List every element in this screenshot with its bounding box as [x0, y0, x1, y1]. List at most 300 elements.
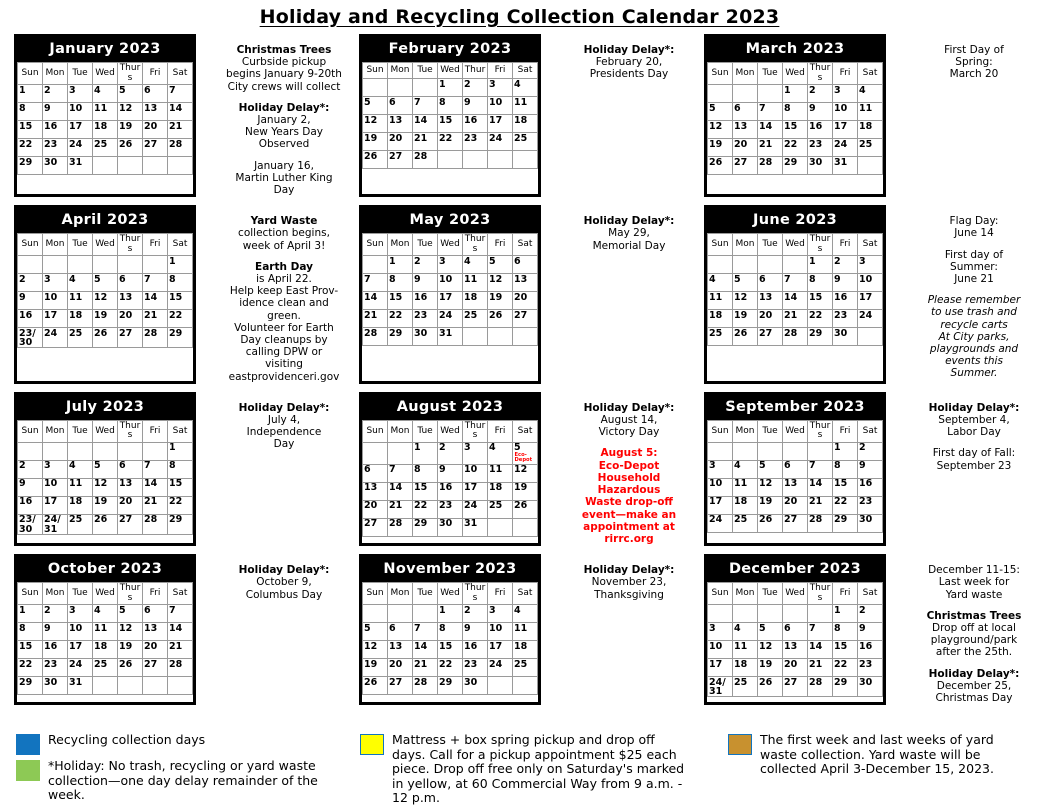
day-cell	[733, 103, 758, 121]
day-cell	[43, 85, 68, 103]
day-number: 1	[19, 604, 26, 616]
note-block	[907, 215, 1039, 239]
day-number: 26	[489, 309, 503, 321]
day-number: 27	[784, 676, 798, 688]
legend-holiday-label: *Holiday: No trash, recycling or yard waste collection—one day delay remainder of the week.	[48, 758, 318, 802]
day-number: 20	[389, 658, 403, 670]
day-cell	[858, 310, 883, 328]
day-number: 16	[464, 114, 478, 126]
day-cell	[758, 478, 783, 496]
day-number: 14	[364, 291, 378, 303]
month-table	[17, 62, 193, 175]
note-line: eastprovidenceri.gov	[228, 370, 340, 383]
day-number: 3	[69, 604, 76, 616]
day-number: 3	[44, 273, 51, 285]
day-cell	[488, 500, 513, 518]
day-cell	[118, 623, 143, 641]
day-cell	[363, 659, 388, 677]
week-row	[708, 677, 883, 697]
day-number: 16	[44, 120, 58, 132]
note-line: Eco-Depot	[598, 459, 660, 472]
day-cell	[783, 157, 808, 175]
day-number: 19	[514, 482, 528, 494]
day-number: 17	[859, 291, 873, 303]
day-cell	[388, 605, 413, 623]
day-cell	[143, 121, 168, 139]
day-number: 30	[44, 676, 58, 688]
day-cell	[808, 641, 833, 659]
day-cell	[168, 677, 193, 695]
day-number: 8	[784, 102, 791, 114]
note-line: is April 22.	[256, 273, 312, 286]
legend-recycling-label: Recycling collection days	[48, 732, 206, 747]
note-block	[217, 160, 351, 197]
weekday-header: Mon	[43, 234, 68, 256]
day-cell	[168, 103, 193, 121]
week-row	[18, 460, 193, 478]
month-card	[359, 205, 541, 384]
day-number	[514, 151, 537, 152]
month-title: January 2023	[17, 37, 193, 62]
day-cell	[118, 677, 143, 695]
day-number: 21	[364, 309, 378, 321]
day-number	[414, 605, 437, 606]
day-number: 28	[809, 676, 823, 688]
month-title: November 2023	[362, 557, 538, 582]
day-number: 25	[69, 327, 83, 339]
weekday-header-row	[363, 234, 538, 256]
month-title: August 2023	[362, 395, 538, 420]
week-row	[18, 328, 193, 348]
day-number-secondary: 30	[19, 523, 33, 535]
day-cell	[18, 328, 43, 348]
day-number	[464, 151, 487, 152]
day-cell	[758, 310, 783, 328]
day-number: 29	[414, 518, 428, 530]
day-cell	[413, 274, 438, 292]
day-number: 2	[19, 460, 26, 472]
day-number: 28	[169, 658, 183, 670]
month-card	[704, 392, 886, 546]
day-cell	[783, 460, 808, 478]
week-row	[18, 623, 193, 641]
day-number: 11	[859, 102, 873, 114]
day-cell	[68, 103, 93, 121]
day-number: 8	[834, 460, 841, 472]
day-cell	[118, 328, 143, 348]
day-number: 28	[784, 327, 798, 339]
day-number: 10	[69, 622, 83, 634]
weekday-header-row	[708, 63, 883, 85]
month-title: March 2023	[707, 37, 883, 62]
day-cell	[388, 292, 413, 310]
day-number: 21	[759, 138, 773, 150]
day-number: 14	[144, 291, 158, 303]
day-cell	[413, 328, 438, 346]
note-line: Columbus Day	[245, 588, 323, 601]
day-cell	[118, 460, 143, 478]
day-number-secondary: 31	[709, 686, 723, 697]
day-number: 27	[119, 514, 133, 526]
weekday-header: Thur	[463, 63, 488, 79]
day-number: 22	[439, 658, 453, 670]
day-cell	[388, 518, 413, 536]
day-number: 6	[759, 273, 766, 285]
day-number: 17	[709, 496, 723, 508]
day-number: 5	[489, 255, 496, 267]
weekday-header: Sat	[168, 420, 193, 442]
month-notes	[556, 34, 704, 205]
day-cell	[758, 659, 783, 677]
weekday-header: Wed	[783, 583, 808, 605]
day-cell	[833, 103, 858, 121]
day-number: 25	[94, 138, 108, 150]
weekday-header: Fri	[143, 234, 168, 256]
day-cell	[488, 133, 513, 151]
day-cell	[463, 310, 488, 328]
day-number: 4	[69, 460, 76, 472]
day-number	[859, 157, 882, 158]
day-number: 16	[809, 120, 823, 132]
day-number: 24	[464, 500, 478, 512]
day-number: 23	[44, 138, 58, 150]
day-cell	[708, 641, 733, 659]
day-number: 13	[389, 114, 403, 126]
day-cell	[68, 496, 93, 514]
day-number: 2	[414, 255, 421, 267]
day-number: 22	[169, 496, 183, 508]
day-number	[364, 79, 387, 80]
month-notes	[556, 392, 704, 554]
day-cell	[833, 478, 858, 496]
day-cell	[143, 623, 168, 641]
week-row	[18, 641, 193, 659]
day-number: 15	[834, 640, 848, 652]
day-number: 3	[439, 255, 446, 267]
weekday-header: Tue	[68, 420, 93, 442]
weekday-header-row	[18, 420, 193, 442]
day-number: 26	[364, 150, 378, 162]
day-number: 26	[514, 500, 528, 512]
month-notes	[211, 554, 359, 713]
day-number: 14	[169, 622, 183, 634]
day-cell	[833, 641, 858, 659]
day-cell	[808, 677, 833, 697]
day-number: 26	[709, 156, 723, 168]
note-block	[217, 564, 351, 601]
week-row	[708, 623, 883, 641]
day-cell	[833, 659, 858, 677]
day-cell	[168, 659, 193, 677]
day-number: 15	[19, 640, 33, 652]
day-cell	[708, 605, 733, 623]
day-number: 2	[19, 273, 26, 285]
day-number: 12	[364, 640, 378, 652]
day-cell	[858, 157, 883, 175]
day-number: 18	[734, 496, 748, 508]
day-cell	[143, 478, 168, 496]
day-number	[169, 157, 192, 158]
day-cell	[783, 496, 808, 514]
day-number: 15	[19, 120, 33, 132]
day-number: 11	[94, 622, 108, 634]
day-cell	[18, 121, 43, 139]
month-card	[359, 34, 541, 197]
day-cell	[463, 256, 488, 274]
day-number: 29	[834, 676, 848, 688]
week-row	[363, 605, 538, 623]
day-cell	[388, 133, 413, 151]
day-number: 9	[414, 273, 421, 285]
day-number: 5	[759, 460, 766, 472]
day-cell	[68, 292, 93, 310]
weekday-header: Mon	[388, 420, 413, 442]
day-number: 5	[119, 84, 126, 96]
day-number: 15	[809, 291, 823, 303]
day-cell	[413, 641, 438, 659]
day-number	[364, 443, 387, 444]
weekday-header: Sun	[363, 420, 388, 442]
day-number: 4	[514, 78, 521, 90]
day-cell	[858, 496, 883, 514]
day-number: 8	[19, 622, 26, 634]
day-number	[144, 443, 167, 444]
day-cell	[43, 157, 68, 175]
day-cell	[413, 464, 438, 482]
day-cell	[488, 274, 513, 292]
note-line: Independence	[246, 426, 322, 439]
day-number: 17	[464, 482, 478, 494]
day-cell	[388, 328, 413, 346]
day-number: 16	[834, 291, 848, 303]
weekday-header: Wed	[783, 420, 808, 442]
day-number	[489, 328, 512, 329]
note-line: Victory Day	[598, 426, 660, 439]
day-cell	[43, 310, 68, 328]
day-cell	[783, 605, 808, 623]
day-number: 9	[859, 622, 866, 634]
day-number: 1	[834, 604, 841, 616]
day-cell	[708, 103, 733, 121]
weekday-header: Tue	[413, 63, 438, 79]
weekday-header: Tue	[758, 420, 783, 442]
day-number: 27	[734, 156, 748, 168]
day-number: 7	[809, 622, 816, 634]
day-cell	[488, 641, 513, 659]
month-notes	[901, 34, 1039, 205]
day-number	[69, 443, 92, 444]
day-cell	[808, 256, 833, 274]
day-number: 3	[709, 622, 716, 634]
day-cell	[833, 121, 858, 139]
day-cell	[708, 157, 733, 175]
day-number: 13	[784, 478, 798, 490]
day-cell	[733, 292, 758, 310]
day-number: 5	[709, 102, 716, 114]
day-number: 1	[809, 255, 816, 267]
note-line: July 4,	[267, 414, 301, 427]
weekday-header: Sat	[513, 583, 538, 605]
day-cell	[808, 328, 833, 346]
week-row	[18, 442, 193, 460]
note-heading: Christmas Trees	[926, 609, 1022, 622]
day-cell	[513, 310, 538, 328]
weekday-header: Fri	[488, 583, 513, 605]
day-cell	[388, 659, 413, 677]
day-number: 22	[169, 309, 183, 321]
day-cell	[858, 478, 883, 496]
day-cell	[363, 256, 388, 274]
day-cell	[833, 605, 858, 623]
day-cell	[93, 514, 118, 534]
day-number: 23	[834, 309, 848, 321]
weekday-header: Mon	[388, 63, 413, 79]
day-number: 2	[834, 255, 841, 267]
day-number: 11	[69, 291, 83, 303]
day-number: 26	[94, 327, 108, 339]
day-number: 28	[759, 156, 773, 168]
week-row	[18, 496, 193, 514]
note-line: Labor Day	[947, 426, 1001, 439]
note-heading: Yard Waste	[250, 215, 318, 228]
day-cell	[93, 605, 118, 623]
day-number: 7	[144, 460, 151, 472]
weekday-header: Sun	[708, 420, 733, 442]
day-cell	[733, 310, 758, 328]
month-title: July 2023	[17, 395, 193, 420]
day-cell	[388, 641, 413, 659]
day-number: 13	[144, 622, 158, 634]
day-number: 3	[709, 460, 716, 472]
day-cell	[438, 115, 463, 133]
weekday-header: Sun	[708, 63, 733, 85]
day-number: 5	[364, 622, 371, 634]
day-cell	[438, 464, 463, 482]
day-cell	[388, 677, 413, 695]
brown-swatch-icon	[728, 734, 752, 755]
day-number: 7	[364, 273, 371, 285]
weekday-header: Wed	[93, 234, 118, 256]
day-number: 19	[119, 640, 133, 652]
week-row	[18, 85, 193, 103]
legend-item-mattress	[360, 733, 692, 806]
day-cell	[43, 641, 68, 659]
day-cell	[143, 256, 168, 274]
note-line: First day of Fall:	[932, 447, 1016, 460]
day-cell	[513, 677, 538, 695]
day-number: 20	[119, 496, 133, 508]
day-number: 15	[389, 291, 403, 303]
day-cell	[438, 151, 463, 169]
weekday-header: Wed	[93, 63, 118, 85]
day-number: 8	[169, 273, 176, 285]
day-cell	[833, 157, 858, 175]
day-number: 1	[169, 255, 176, 267]
day-number: 13	[759, 291, 773, 303]
day-number: 4	[734, 460, 741, 472]
day-cell	[783, 103, 808, 121]
day-number: 3	[489, 78, 496, 90]
day-number: 22	[439, 132, 453, 144]
note-line: Martin Luther King	[235, 171, 333, 184]
week-row	[708, 157, 883, 175]
day-number: 10	[44, 478, 58, 490]
day-cell	[833, 514, 858, 532]
day-number: 31	[439, 327, 453, 339]
day-cell	[18, 85, 43, 103]
day-number: 12	[94, 291, 108, 303]
day-number: 25	[69, 514, 83, 526]
month-notes	[901, 554, 1039, 713]
day-cell	[808, 310, 833, 328]
day-cell	[413, 677, 438, 695]
day-cell	[438, 482, 463, 500]
day-number: 14	[759, 120, 773, 132]
day-number	[859, 328, 882, 329]
day-number: 24/	[44, 514, 61, 526]
day-number	[144, 157, 167, 158]
day-number: 9	[439, 464, 446, 476]
month-card	[359, 554, 541, 705]
day-cell	[463, 292, 488, 310]
day-cell	[118, 157, 143, 175]
day-cell	[513, 151, 538, 169]
day-number: 10	[489, 96, 503, 108]
day-number	[759, 605, 782, 606]
day-cell	[513, 133, 538, 151]
month-title: September 2023	[707, 395, 883, 420]
weekday-header: Sun	[363, 583, 388, 605]
note-line: Help keep East Prov-	[229, 285, 339, 298]
day-number: 30	[464, 676, 478, 688]
day-number: 10	[44, 291, 58, 303]
day-number	[44, 443, 67, 444]
day-number: 5	[94, 460, 101, 472]
day-number: 1	[784, 84, 791, 96]
day-number: 1	[19, 84, 26, 96]
day-cell	[783, 274, 808, 292]
day-cell	[18, 103, 43, 121]
day-number: 23	[414, 309, 428, 321]
day-cell	[513, 482, 538, 500]
day-number: 4	[734, 622, 741, 634]
weekday-header: Sun	[18, 63, 43, 85]
day-cell	[513, 115, 538, 133]
day-number	[69, 256, 92, 257]
day-cell	[463, 500, 488, 518]
day-number: 4	[69, 273, 76, 285]
week-row	[708, 256, 883, 274]
day-number: 13	[364, 482, 378, 494]
day-cell	[363, 151, 388, 169]
day-cell	[808, 478, 833, 496]
day-number: 7	[809, 460, 816, 472]
day-number: 22	[19, 138, 33, 150]
month-table	[362, 62, 538, 169]
day-cell	[143, 139, 168, 157]
day-number: 18	[489, 482, 503, 494]
note-line: Day cleanups by	[240, 334, 328, 347]
day-cell	[708, 256, 733, 274]
note-block	[217, 44, 351, 93]
day-cell	[168, 605, 193, 623]
day-number: 18	[69, 496, 83, 508]
day-number	[119, 256, 142, 257]
weekday-header: Mon	[43, 583, 68, 605]
day-cell	[808, 496, 833, 514]
note-line: after the 25th.	[935, 646, 1013, 659]
day-number: 27	[144, 138, 158, 150]
